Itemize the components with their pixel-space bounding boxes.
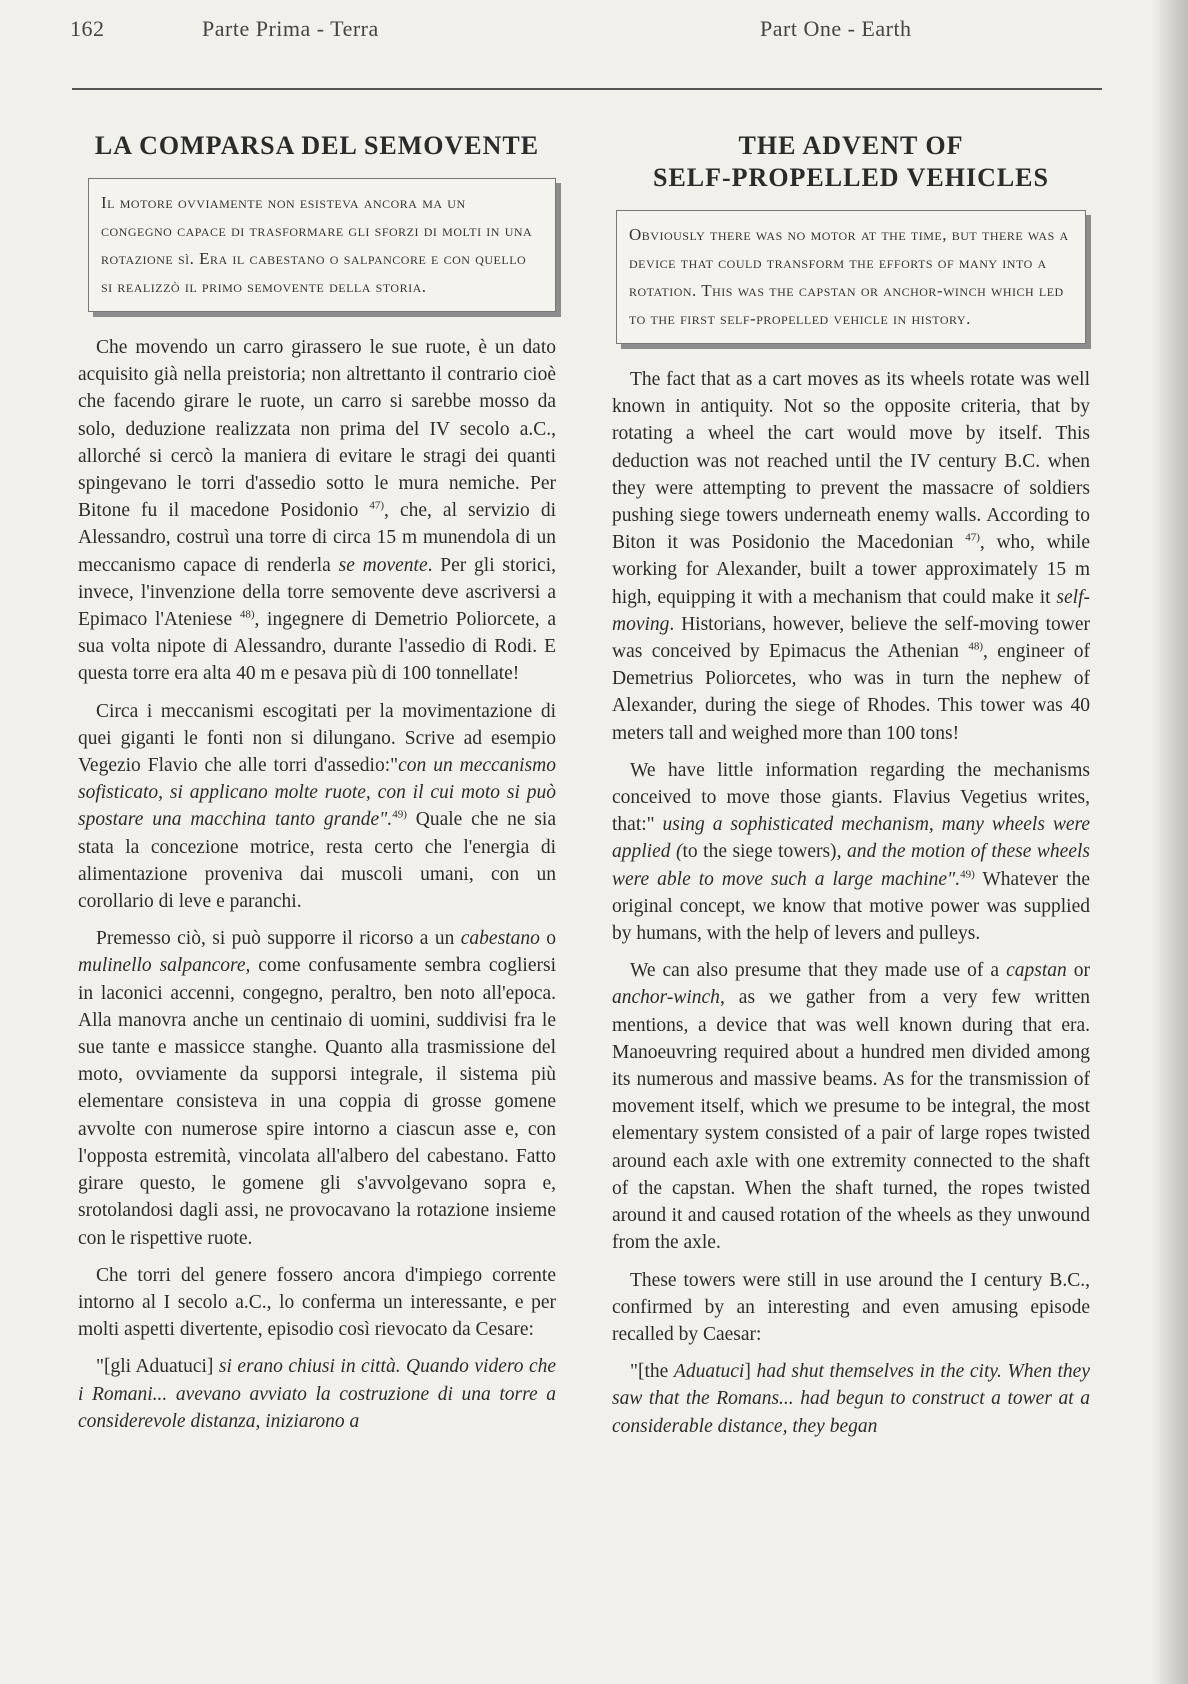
english-body [612, 366, 1090, 1440]
paragraph: We can also presume that they made use of a capstan or anchor-winch, as we gather from a very few written mentions, a device that was well known during that era. Manoeuvring required about a hundred men divided among its numerous and massive beams. As for the transmission of movement itself, which we presume to be integral, the most elementary system consisted of a pair of large ropes twisted around each axle with one extremity connected to the shaft of the capstan. When the shaft turned, the ropes twisted around it and caused rotation of the wheels as they unwound from the axle. [612, 960, 1091, 1254]
running-header-italian: Parte Prima - Terra [202, 16, 379, 41]
footnote-ref: 48) [968, 640, 983, 653]
footnote-ref: 49) [392, 808, 407, 821]
footnote-ref: 48) [239, 608, 255, 621]
paragraph: The fact that as a cart moves as its wheels rotate was well known in antiquity. Not so the opposite criteria, that by rotating a wheel the cart would move by itself. This deduction was not reached until the IV century B.C. when they were attempting to prevent the massacre of soldiers pushing siege towers underneath enemy walls. According to Biton it was Posidonio the Macedonian $^{47)}$, who, while working for Alexander, built a tower approximately 15 m high, equipping it with a mechanism that could make it self-moving. Historians, however, believe the self-moving tower was conceived by Epimacus the Athenian $^{48)}$, engineer of Demetrius Poliorcetes, who was in turn the nephew of Alexander, during the siege of Rhodes. This tower was 40 meters tall and weighed more than 100 tons! [612, 369, 1091, 744]
italian-body [78, 334, 556, 1435]
paragraph: "[gli Aduatuci] si erano chiusi in città. Quando videro che i Romani... avevano avviato la costruzione di una torre a considerevole distanza, iniziarono a [78, 1356, 556, 1432]
paragraph: Che movendo un carro girassero le sue ruote, è un dato acquisito già nella preistoria; non altrettanto il contrario cioè che facendo girare le ruote, un carro si sarebbe mosso da solo, deduzione realizzata non prima del IV secolo a.C., allorché si cercò la maniera di evitare le stragi dei quanti spingevano le torri d'assedio sotto le mura nemiche. Per Bitone fu il macedone Posidonio $^{47)}$, che, al servizio di Alessandro, costruì una torre di circa 15 m munendola di un meccanismo capace di renderla se movente. Per gli storici, invece, l'invenzione della torre semovente deve ascriversi a Epimaco l'Ateniese $^{48)}$, ingegnere di Demetrio Poliorcete, a sua volta nipote di Alessandro, durante l'assedio di Rodi. E questa torre era alta 40 m e pesava più di 100 tonnellate! [78, 337, 556, 685]
english-section-title: THE ADVENT OF SELF-PROPELLED VEHICLES [652, 131, 1049, 192]
paragraph: Circa i meccanismi escogitati per la movimentazione di quei giganti le fonti non si dilungano. Scrive ad esempio Vegezio Flavio che alle torri d'assedio:"con un meccanismo sofisticato, si applicano molte ruote, con il cui moto si può spostare una macchina tanto grande".$^{49)}$ Quale che ne sia stata la concezione motrice, resta certo che l'energia di alimentazione proveniva dai muscoli umani, con un corollario di leve e paranchi. [78, 700, 557, 913]
paragraph: "[the Aduatuci] had shut themselves in the city. When they saw that the Romans... had begun to construct a tower at a considerable distance, they began [612, 1361, 1090, 1437]
english-summary-box: Obviously there was no motor at the time, but there was a device that could transform the efforts of many into a rotation. This was the capstan or anchor-winch which led to the first self-propelled vehicle in history. [616, 210, 1086, 344]
paragraph: We have little information regarding the mechanisms conceived to move those giants. Flavius Vegetius writes, that:" using a sophisticated mechanism, many wheels were applied (to the siege towers), and the motion of these wheels were able to move such a large machine".$^{49)}$ Whatever the original concept, we know that motive power was supplied by humans, with the help of levers and pulleys. [612, 759, 1091, 945]
page-number: 162 [70, 16, 105, 41]
page-binding-shadow [1152, 0, 1188, 1684]
italian-column [78, 122, 556, 1445]
italian-section-title: LA COMPARSA DEL SEMOVENTE [94, 131, 540, 160]
paragraph: These towers were still in use around the I century B.C., confirmed by an interesting and even amusing episode recalled by Caesar: [612, 1269, 1090, 1345]
paragraph: Che torri del genere fossero ancora d'impiego corrente intorno al I secolo a.C., lo conferma un interessante, e per molti aspetti divertente, episodio così rievocato da Cesare: [78, 1264, 556, 1341]
header-rule [72, 88, 1102, 90]
italian-summary-box: Il motore ovviamente non esisteva ancora ma un congegno capace di trasformare gli sforzi di molti in una rotazione sì. Era il cabestano o salpancore e con quello si realizzò il primo semovente della storia. [88, 178, 556, 312]
footnote-ref: 47) [369, 499, 385, 512]
english-column [612, 122, 1090, 1450]
footnote-ref: 47) [965, 531, 980, 544]
footnote-ref: 49) [960, 868, 975, 881]
paragraph: Premesso ciò, si può supporre il ricorso a un cabestano o mulinello salpancore, come confusamente sembra cogliersi in laconici accenni, congegno, peraltro, ben noto all'epoca. Alla manovra anche un centinaio di uomini, suddivisi fra le sue tante e massicce stanghe. Quanto alla trasmissione del moto, ovviamente da supporsi integrale, il sistema più elementare consisteva in una coppia di grosse gomene avvolte con numerose spire intorno a ciascun asse e, con l'opposta estremità, vincolata all'albero del cabestano. Fatto girare questo, le gomene gli s'avvolgevano sopra e, srotolandosi dagli assi, ne provocavano la rotazione insieme con le rispettive ruote. [78, 928, 557, 1249]
running-header-english: Part One - Earth [760, 16, 912, 41]
